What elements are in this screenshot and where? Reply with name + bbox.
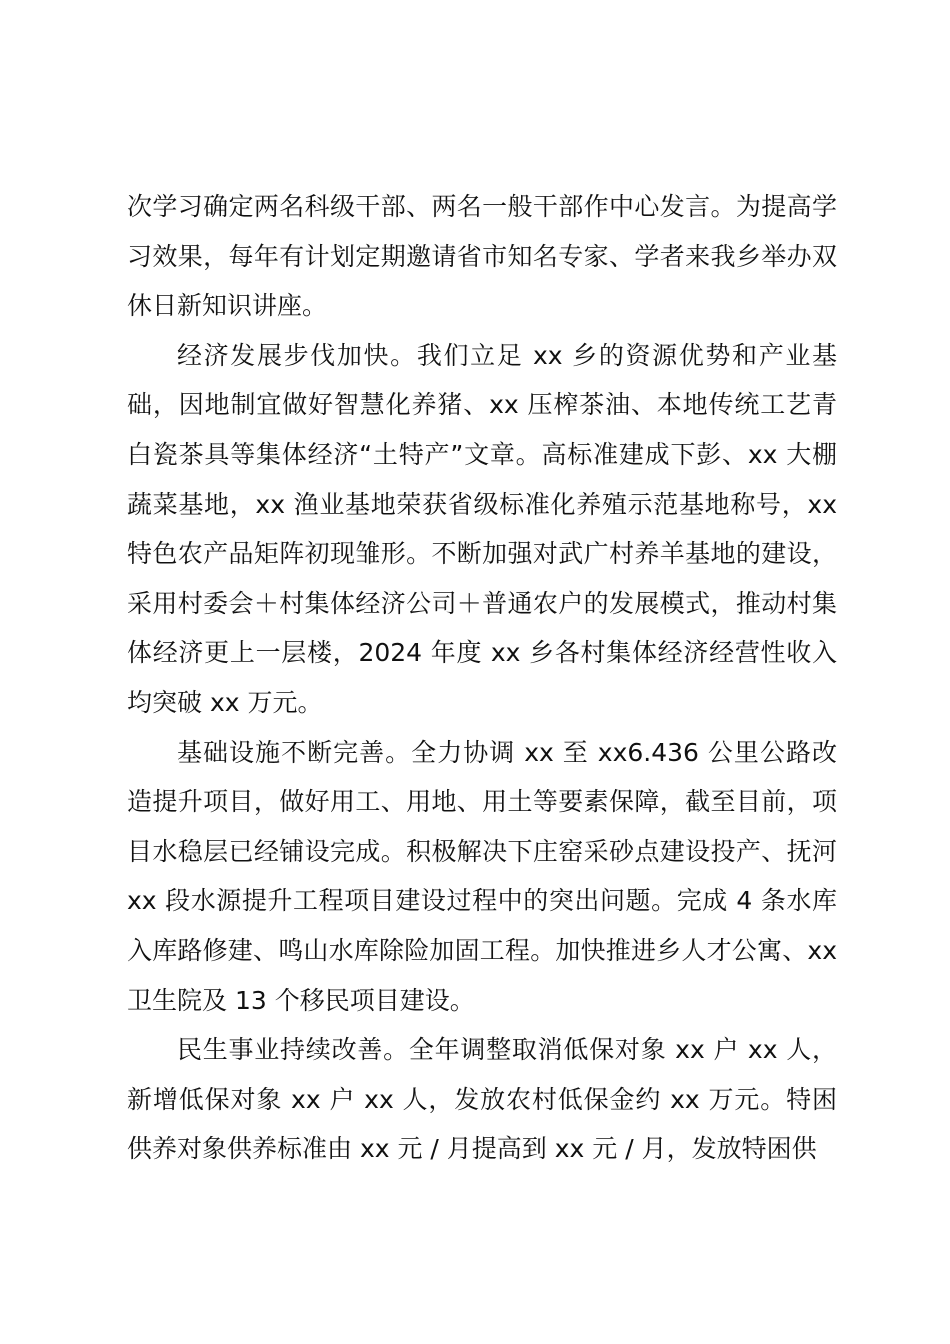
paragraph-continuation: 次学习确定两名科级干部、两名一般干部作中心发言。为提高学习效果，每年有计划定期邀请省市知名专家、学者来我乡举办双休日新知识讲座。 [127, 192, 837, 321]
document-body [127, 182, 837, 1174]
paragraph-economic-development: 经济发展步伐加快。我们立足 xx 乡的资源优势和产业基础，因地制宜做好智慧化养猪、xx 压榨茶油、本地传统工艺青白瓷茶具等集体经济“土特产”文章。高标准建成下彭、xx 大棚蔬菜基地，xx 渔业基地荣获省级标准化养殖示范基地称号，xx 特色农产品矩阵初现雏形。不断加强对武广村养羊基地的建设，采用村委会＋村集体经济公司＋普通农户的发展模式，推动村集体经济更上一层楼，2024 年度 xx 乡各村集体经济经营性收入均突破 xx 万元。 [127, 340, 837, 717]
paragraph-livelihood: 民生事业持续改善。全年调整取消低保对象 xx 户 xx 人，新增低保对象 xx 户 xx 人，发放农村低保金约 xx 万元。特困供养对象供养标准由 xx 元 / 月提高到 xx 元 / 月，发放特困供 [127, 1035, 837, 1164]
paragraph-infrastructure: 基础设施不断完善。全力协调 xx 至 xx6.436 公里公路改造提升项目，做好用工、用地、用土等要素保障，截至目前，项目水稳层已经铺设完成。积极解决下庄窑采砂点建设投产、抚河 xx 段水源提升工程项目建设过程中的突出问题。完成 4 条水库入库路修建、鸣山水库除险加固工程。加快推进乡人才公寓、xx 卫生院及 13 个移民项目建设。 [127, 737, 837, 1015]
